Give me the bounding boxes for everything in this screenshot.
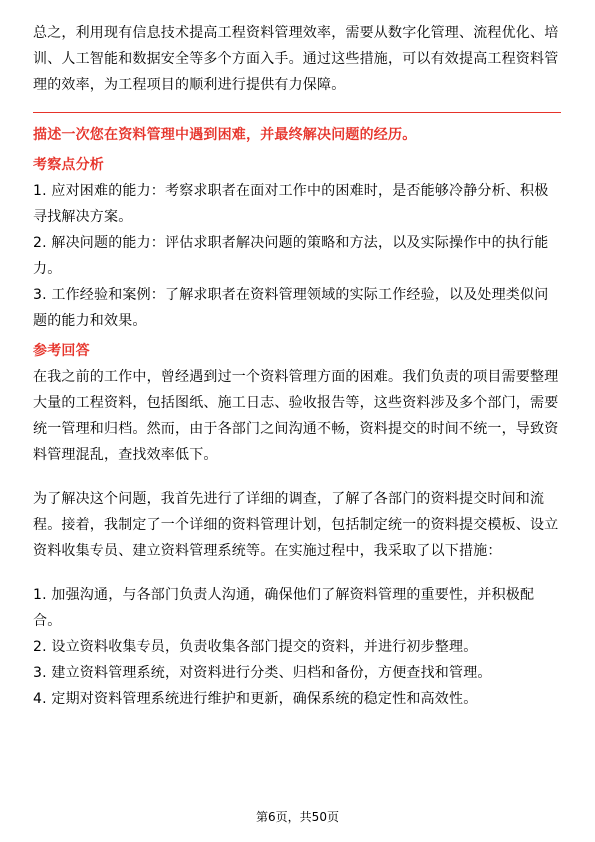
analysis-item: 2. 解决问题的能力：评估求职者解决问题的策略和方法，以及实际操作中的执行能力。: [33, 235, 549, 277]
page-number-footer: 第6页，共50页: [256, 810, 339, 824]
analysis-heading: 考察点分析: [33, 157, 104, 173]
paragraph-spacer: [33, 468, 561, 486]
measure-item: 2. 设立资料收集专员，负责收集各部门提交的资料，并进行初步整理。: [33, 639, 478, 655]
page-content: [33, 16, 561, 712]
intro-paragraph: 总之，利用现有信息技术提高工程资料管理效率，需要从数字化管理、流程优化、培训、人工智能和数据安全等多个方面入手。通过这些措施，可以有效提高工程资料管理的效率，为工程项目的顺利进行提供有力保障。: [33, 25, 559, 93]
analysis-item: 3. 工作经验和案例：了解求职者在资料管理领域的实际工作经验，以及处理类似问题的能力和效果。: [33, 287, 549, 329]
answer-paragraph: 为了解决这个问题，我首先进行了详细的调查，了解了各部门的资料提交时间和流程。接着，我制定了一个详细的资料管理计划，包括制定统一的资料提交模板、设立资料收集专员、建立资料管理系统等。在实施过程中，我采取了以下措施：: [33, 491, 559, 559]
answer-paragraph: 在我之前的工作中，曾经遇到过一个资料管理方面的困难。我们负责的项目需要整理大量的工程资料，包括图纸、施工日志、验收报告等，这些资料涉及多个部门，需要统一管理和归档。然而，由于各部门之间沟通不畅，资料提交的时间不统一，导致资料管理混乱，查找效率低下。: [33, 369, 559, 463]
answer-heading: 参考回答: [33, 343, 90, 359]
analysis-item: 1. 应对困难的能力：考察求职者在面对工作中的困难时，是否能够冷静分析、积极寻找解决方案。: [33, 183, 549, 225]
measure-item: 3. 建立资料管理系统，对资料进行分类、归档和备份，方便查找和管理。: [33, 665, 492, 681]
measure-item: 1. 加强沟通，与各部门负责人沟通，确保他们了解资料管理的重要性，并积极配合。: [33, 587, 535, 629]
measure-item: 4. 定期对资料管理系统进行维护和更新，确保系统的稳定性和高效性。: [33, 691, 478, 707]
question-heading: 描述一次您在资料管理中遇到困难，并最终解决问题的经历。: [33, 112, 561, 148]
paragraph-spacer: [33, 564, 561, 582]
